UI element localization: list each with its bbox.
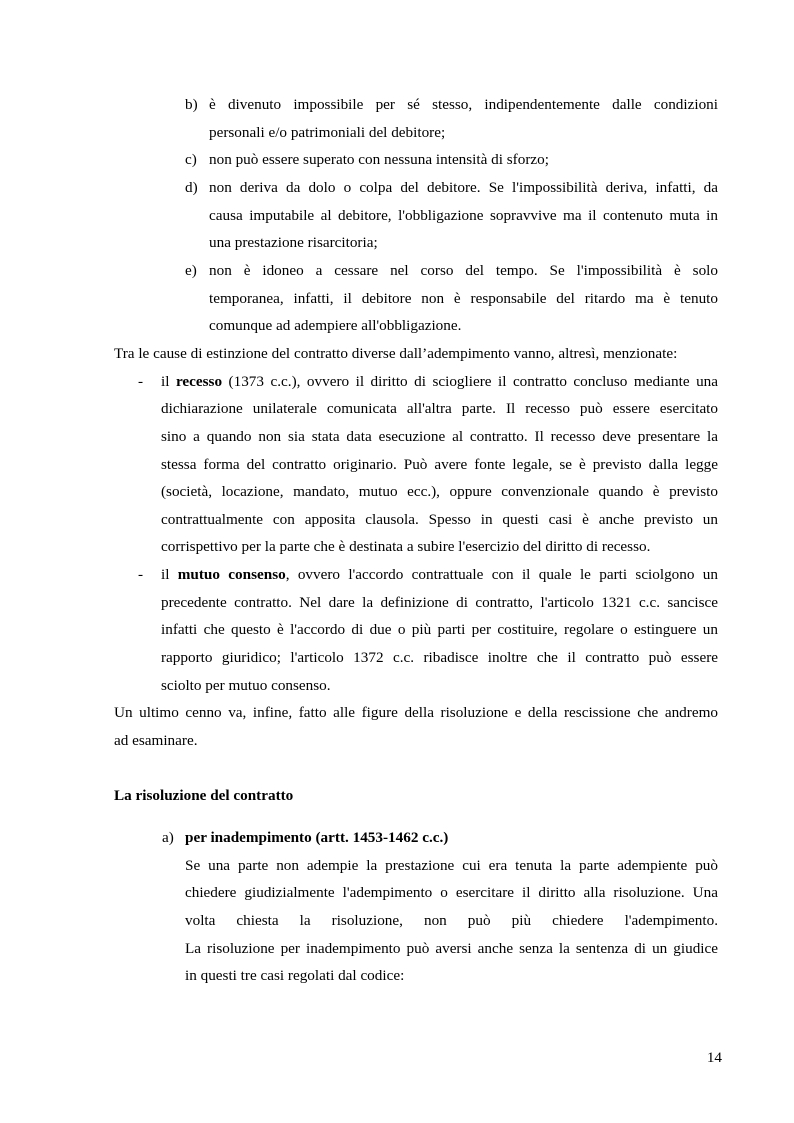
mutuo-consenso-line-4: rapporto giuridico; l'articolo 1372 c.c. ribadisce inoltre che il contratto può essere bbox=[161, 649, 718, 666]
mutuo-consenso-term: mutuo consenso bbox=[177, 566, 286, 583]
dash-marker-mutuo-consenso: - bbox=[138, 566, 144, 583]
page-number: 14 bbox=[706, 1049, 722, 1066]
list-item-b-line-2: personali e/o patrimoniali del debitore; bbox=[209, 124, 446, 141]
subsection-title: per inadempimento (artt. 1453-1462 c.c.) bbox=[185, 829, 449, 846]
list-item-e-line-2: temporanea, infatti, il debitore non è responsabile del ritardo ma è tenuto bbox=[209, 290, 718, 307]
subsection-line-1: Se una parte non adempie la prestazione cui era tenuta la parte adempiente può bbox=[185, 857, 718, 874]
list-marker-c: c) bbox=[185, 151, 197, 168]
subsection-line-2: chiedere giudizialmente l'adempimento o esercitare il diritto alla risoluzione. Una bbox=[185, 884, 718, 901]
list-item-e-line-3: comunque ad adempiere all'obbligazione. bbox=[209, 317, 462, 334]
section-heading: La risoluzione del contratto bbox=[114, 787, 294, 804]
mutuo-consenso-line-3: infatti che questo è l'accordo di due o più parti per costituire, regolare o estinguere un bbox=[161, 621, 718, 638]
recesso-line-6: contrattualmente con apposita clausola. Spesso in questi casi è anche previsto un bbox=[161, 511, 718, 528]
recesso-line-1: il recesso (1373 c.c.), ovvero il diritto di sciogliere il contratto concluso mediante una bbox=[161, 373, 718, 390]
dash-marker-recesso: - bbox=[138, 373, 144, 390]
list-item-c-line-1: non può essere superato con nessuna intensità di sforzo; bbox=[209, 151, 549, 168]
recesso-line-4: stessa forma del contratto originario. Può avere fonte legale, se è previsto dalla legge bbox=[161, 456, 718, 473]
recesso-line-3: sino a quando non sia stata data esecuzione al contratto. Il recesso deve presentare la bbox=[161, 428, 718, 445]
list-item-b-line-1: è divenuto impossibile per sé stesso, indipendentemente dalle condizioni bbox=[209, 96, 718, 113]
recesso-term: recesso bbox=[175, 373, 223, 390]
recesso-line-5: (società, locazione, mandato, mutuo ecc.), oppure convenzionale quando è previsto bbox=[161, 483, 718, 500]
subsection-line-3: volta chiesta la risoluzione, non può più chiedere l'adempimento. bbox=[185, 912, 718, 929]
recesso-line-2: dichiarazione unilaterale comunicata all'altra parte. Il recesso può essere esercitato bbox=[161, 400, 718, 417]
list-item-d-line-1: non deriva da dolo o colpa del debitore. Se l'impossibilità deriva, infatti, da bbox=[209, 179, 718, 196]
closing-line-1: Un ultimo cenno va, infine, fatto alle figure della risoluzione e della rescissione che andremo bbox=[114, 704, 718, 721]
subsection-marker-a: a) bbox=[162, 829, 174, 846]
list-marker-e: e) bbox=[185, 262, 197, 279]
list-item-d-line-2: causa imputabile al debitore, l'obbligazione sopravvive ma il contenuto muta in bbox=[209, 207, 718, 224]
mutuo-consenso-line-5: sciolto per mutuo consenso. bbox=[161, 677, 331, 694]
list-item-e-line-1: non è idoneo a cessare nel corso del tempo. Se l'impossibilità è solo bbox=[209, 262, 718, 279]
list-item-d-line-3: una prestazione risarcitoria; bbox=[209, 234, 378, 251]
closing-line-2: ad esaminare. bbox=[114, 732, 198, 749]
list-marker-d: d) bbox=[185, 179, 198, 196]
mutuo-consenso-line-1: il mutuo consenso, ovvero l'accordo contrattuale con il quale le parti sciolgono un bbox=[161, 566, 718, 583]
list-marker-b: b) bbox=[185, 96, 198, 113]
mutuo-consenso-line-2: precedente contratto. Nel dare la definizione di contratto, l'articolo 1321 c.c. sancisce bbox=[161, 594, 718, 611]
subsection-line-4: La risoluzione per inadempimento può aversi anche senza la sentenza di un giudice bbox=[185, 940, 718, 957]
recesso-line-7: corrispettivo per la parte che è destinata a subire l'esercizio del diritto di recesso. bbox=[161, 538, 651, 555]
subsection-line-5: in questi tre casi regolati dal codice: bbox=[185, 967, 405, 984]
intro-causes-text: Tra le cause di estinzione del contratto diverse dall’adempimento vanno, altresì, menzionate: bbox=[114, 345, 678, 362]
